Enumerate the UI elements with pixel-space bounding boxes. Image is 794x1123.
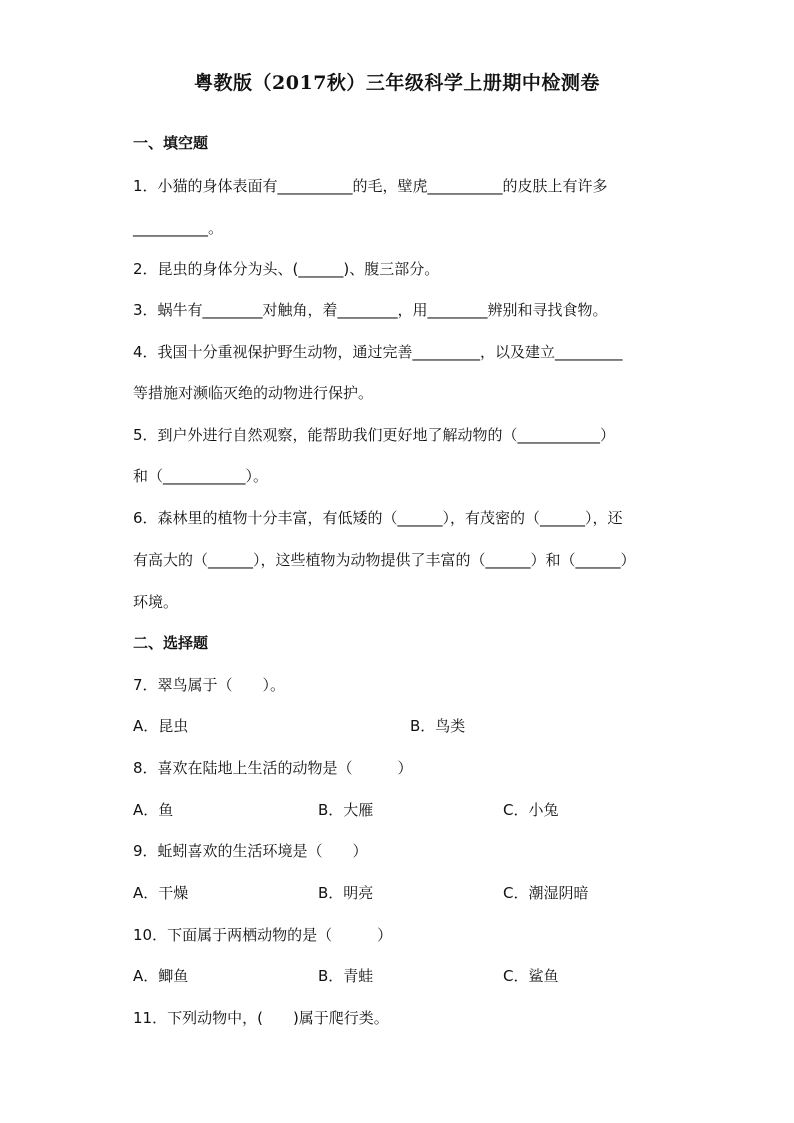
question-10-option-b: B．青蛙 xyxy=(318,967,374,985)
question-10-option-a: A．鲫鱼 xyxy=(133,967,189,985)
question-6-line-1: 6．森林里的植物十分丰富，有低矮的（______），有茂密的（______），还 xyxy=(133,509,623,527)
question-4-line-1: 4．我国十分重视保护野生动物，通过完善_________，以及建立_________ xyxy=(133,343,623,361)
question-5-line-1: 5．到户外进行自然观察，能帮助我们更好地了解动物的（___________） xyxy=(133,426,616,444)
section-heading-choice: 二、选择题 xyxy=(133,634,209,652)
question-8: 8．喜欢在陆地上生活的动物是（ ） xyxy=(133,759,413,777)
question-10-option-c: C．鲨鱼 xyxy=(503,967,559,985)
question-10: 10．下面属于两栖动物的是（ ） xyxy=(133,926,393,944)
page-title: 粤教版（2017秋）三年级科学上册期中检测卷 xyxy=(194,72,600,94)
question-6-line-3: 环境。 xyxy=(133,593,179,611)
question-9-option-a: A．干燥 xyxy=(133,884,189,902)
question-1-line-1: 1．小猫的身体表面有__________的毛，壁虎__________的皮肤上有许多 xyxy=(133,177,608,195)
question-3: 3．蜗牛有________对触角，着________，用________辨别和寻找食物。 xyxy=(133,301,608,319)
question-9: 9．蚯蚓喜欢的生活环境是（ ） xyxy=(133,842,368,860)
question-2: 2．昆虫的身体分为头、(______)、腹三部分。 xyxy=(133,260,440,278)
section-heading-fill-blank: 一、填空题 xyxy=(133,134,209,152)
question-8-option-b: B．大雁 xyxy=(318,801,374,819)
question-4-line-2: 等措施对濒临灭绝的动物进行保护。 xyxy=(133,384,374,402)
question-6-line-2: 有高大的（______），这些植物为动物提供了丰富的（______）和（______） xyxy=(133,551,636,569)
question-8-option-c: C．小兔 xyxy=(503,801,559,819)
question-9-option-c: C．潮湿阴暗 xyxy=(503,884,589,902)
question-7-option-a: A．昆虫 xyxy=(133,717,189,735)
question-7: 7．翠鸟属于（ ）。 xyxy=(133,676,286,694)
question-1-line-2: __________。 xyxy=(133,219,224,237)
question-11: 11．下列动物中，( )属于爬行类。 xyxy=(133,1009,389,1027)
question-5-line-2: 和（___________）。 xyxy=(133,467,269,485)
question-7-option-b: B．鸟类 xyxy=(410,717,466,735)
question-8-option-a: A．鱼 xyxy=(133,801,174,819)
question-9-option-b: B．明亮 xyxy=(318,884,374,902)
